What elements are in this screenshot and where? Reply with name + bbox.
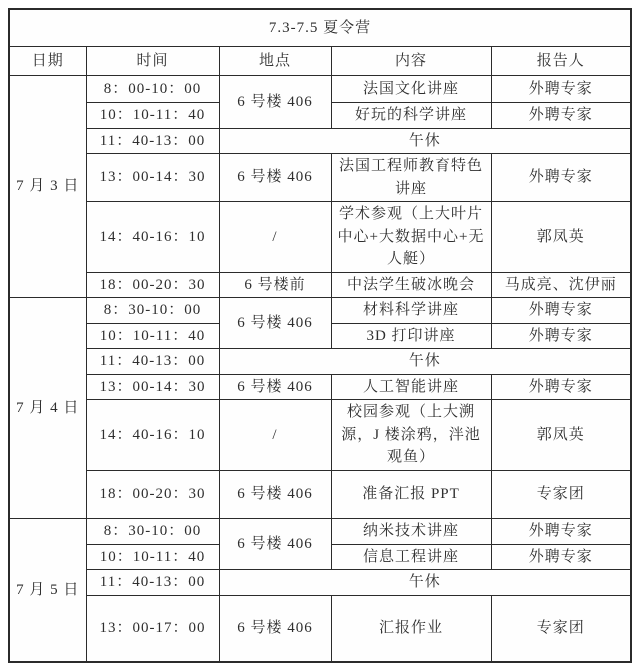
schedule-table [8, 8, 632, 663]
presenter-cell: 郭凤英 [491, 202, 631, 273]
lunch-cell: 午休 [219, 570, 631, 596]
time-cell: 10：10-11：40 [86, 323, 219, 349]
content-cell: 校园参观（上大溯源，J 楼涂鸦，泮池观鱼） [331, 400, 491, 471]
time-cell: 8：00-10：00 [86, 76, 219, 103]
presenter-cell: 外聘专家 [491, 298, 631, 324]
header-row [9, 47, 631, 76]
content-cell: 好玩的科学讲座 [331, 103, 491, 129]
table-row [9, 349, 631, 375]
table-row [9, 128, 631, 154]
time-cell: 18：00-20：30 [86, 272, 219, 298]
presenter-cell: 外聘专家 [491, 518, 631, 544]
presenter-cell: 外聘专家 [491, 323, 631, 349]
location-cell: 6 号楼前 [219, 272, 331, 298]
content-cell: 中法学生破冰晚会 [331, 272, 491, 298]
time-cell: 14：40-16：10 [86, 400, 219, 471]
content-cell: 法国文化讲座 [331, 76, 491, 103]
time-cell: 14：40-16：10 [86, 202, 219, 273]
date-cell: 7 月 3 日 [9, 76, 86, 298]
content-cell: 法国工程师教育特色讲座 [331, 154, 491, 202]
location-cell: 6 号楼 406 [219, 298, 331, 349]
content-cell: 材料科学讲座 [331, 298, 491, 324]
table-row [9, 595, 631, 662]
col-header-content: 内容 [331, 47, 491, 76]
table-row [9, 154, 631, 202]
time-cell: 11：40-13：00 [86, 349, 219, 375]
time-cell: 8：30-10：00 [86, 298, 219, 324]
content-cell: 纳米技术讲座 [331, 518, 491, 544]
presenter-cell: 郭凤英 [491, 400, 631, 471]
table-row [9, 298, 631, 324]
location-cell: 6 号楼 406 [219, 470, 331, 518]
date-cell: 7 月 5 日 [9, 518, 86, 662]
location-cell: 6 号楼 406 [219, 76, 331, 129]
presenter-cell: 专家团 [491, 470, 631, 518]
content-cell: 学术参观（上大叶片中心+大数据中心+无人艇） [331, 202, 491, 273]
time-cell: 10：10-11：40 [86, 103, 219, 129]
table-row [9, 570, 631, 596]
table-row [9, 400, 631, 471]
time-cell: 8：30-10：00 [86, 518, 219, 544]
location-cell: 6 号楼 406 [219, 595, 331, 662]
page-title: 7.3-7.5 夏令营 [9, 9, 631, 47]
schedule-body [9, 76, 631, 663]
table-row [9, 518, 631, 544]
content-cell: 3D 打印讲座 [331, 323, 491, 349]
content-cell: 汇报作业 [331, 595, 491, 662]
content-cell: 人工智能讲座 [331, 374, 491, 400]
presenter-cell: 外聘专家 [491, 103, 631, 129]
location-cell: 6 号楼 406 [219, 154, 331, 202]
presenter-cell: 马成亮、沈伊丽 [491, 272, 631, 298]
time-cell: 11：40-13：00 [86, 570, 219, 596]
content-cell: 准备汇报 PPT [331, 470, 491, 518]
presenter-cell: 外聘专家 [491, 374, 631, 400]
col-header-date: 日期 [9, 47, 86, 76]
time-cell: 13：00-14：30 [86, 374, 219, 400]
table-row [9, 272, 631, 298]
table-row [9, 470, 631, 518]
time-cell: 18：00-20：30 [86, 470, 219, 518]
lunch-cell: 午休 [219, 349, 631, 375]
table-row [9, 374, 631, 400]
table-row [9, 76, 631, 103]
time-cell: 11：40-13：00 [86, 128, 219, 154]
presenter-cell: 外聘专家 [491, 154, 631, 202]
location-cell: 6 号楼 406 [219, 518, 331, 570]
lunch-cell: 午休 [219, 128, 631, 154]
presenter-cell: 外聘专家 [491, 76, 631, 103]
presenter-cell: 专家团 [491, 595, 631, 662]
content-cell: 信息工程讲座 [331, 544, 491, 570]
date-cell: 7 月 4 日 [9, 298, 86, 519]
col-header-presenter: 报告人 [491, 47, 631, 76]
time-cell: 13：00-14：30 [86, 154, 219, 202]
col-header-time: 时间 [86, 47, 219, 76]
location-cell: / [219, 400, 331, 471]
title-row [9, 9, 631, 47]
location-cell: / [219, 202, 331, 273]
presenter-cell: 外聘专家 [491, 544, 631, 570]
time-cell: 10：10-11：40 [86, 544, 219, 570]
time-cell: 13：00-17：00 [86, 595, 219, 662]
table-row [9, 202, 631, 273]
location-cell: 6 号楼 406 [219, 374, 331, 400]
col-header-location: 地点 [219, 47, 331, 76]
